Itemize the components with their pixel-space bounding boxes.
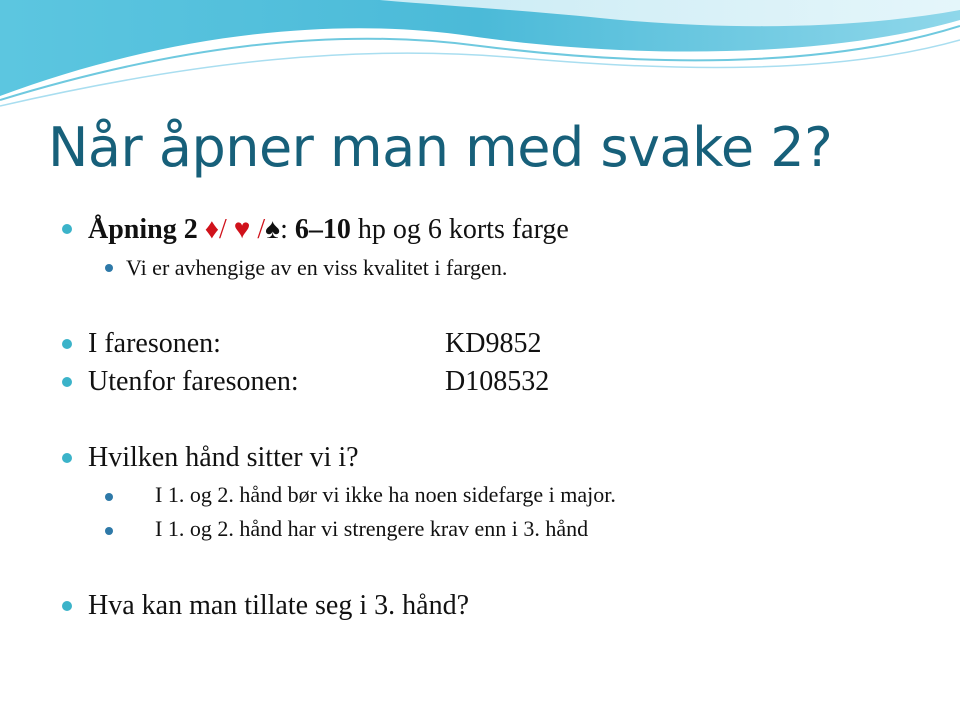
bullet-dot [62,224,72,234]
vulnerable-label: I faresonen: [88,328,221,359]
sub-bullet-major: I 1. og 2. hånd bør vi ikke ha noen sidefarge i major. [155,482,616,507]
heart-icon: ♥ [233,214,251,245]
spade-icon: ♠ [265,214,281,245]
bullet-vulnerable [88,328,221,360]
not-vulnerable-hand: D108532 [445,366,550,397]
separator: / [257,214,266,245]
bullet-dot [62,377,72,387]
separator: / [219,214,227,245]
vulnerable-hand: KD9852 [445,328,542,359]
sub-bullet-dot [105,527,113,535]
not-vulnerable-label: Utenfor faresonen: [88,366,299,397]
hp-range: 6–10 [294,214,351,245]
bullet-third-hand: Hva kan man tillate seg i 3. hånd? [88,590,469,621]
bullet-not-vulnerable [88,366,299,398]
header-wave-decoration [0,0,960,110]
colon: : [280,214,288,245]
sub-bullet-dot [105,493,113,501]
bullet-dot [62,339,72,349]
sub-bullet-dot [105,264,113,272]
bullet-dot [62,601,72,611]
sub-bullet-quality: Vi er avhengige av en viss kvalitet i fargen. [126,255,508,280]
sub-bullet-stricter: I 1. og 2. hånd har vi strengere krav enn i 3. hånd [155,516,589,541]
opening-rest: hp og 6 korts farge [357,214,569,245]
slide-title: Når åpner man med svake 2? [48,116,833,179]
bullet-which-hand: Hvilken hånd sitter vi i? [88,442,359,473]
opening-label: Åpning 2 [88,214,198,245]
bullet-opening-2 [88,214,569,246]
diamond-icon: ♦ [204,214,220,245]
bullet-dot [62,453,72,463]
